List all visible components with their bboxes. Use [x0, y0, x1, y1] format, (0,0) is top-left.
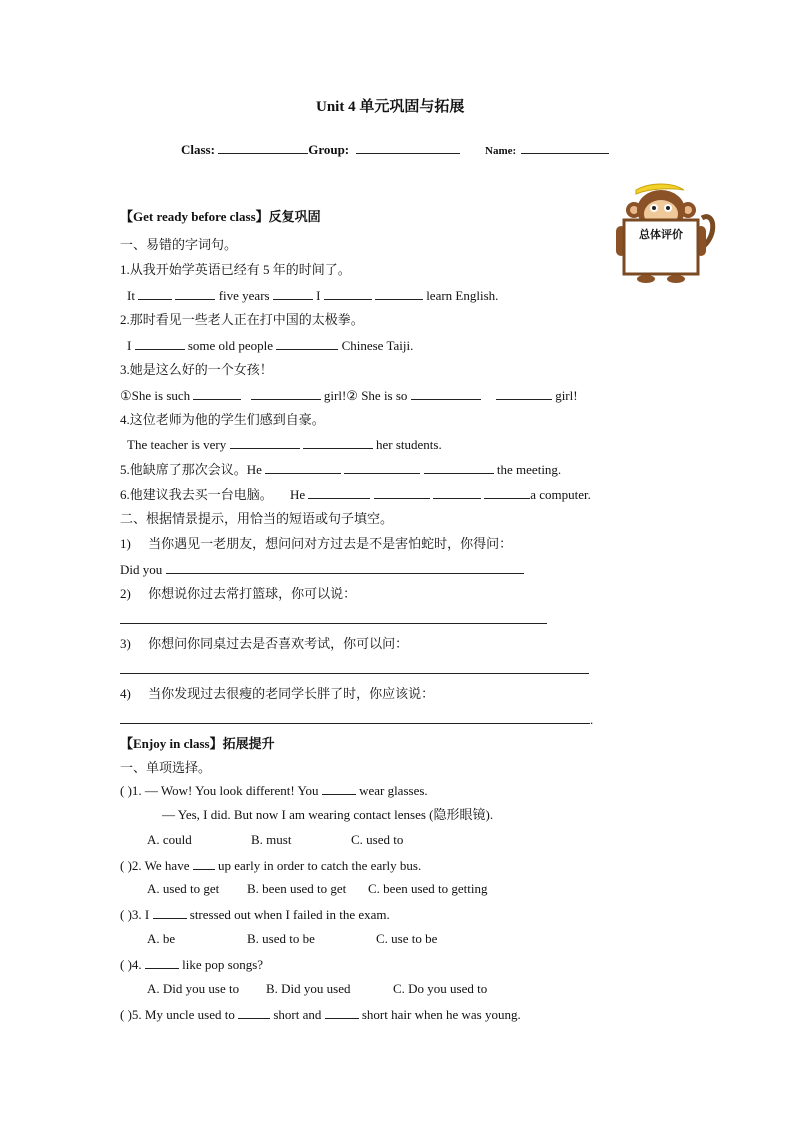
mcq-question [120, 781, 428, 800]
scenario-line [120, 585, 356, 603]
name-blank[interactable] [521, 140, 609, 154]
option-b[interactable]: B. Did you used [266, 981, 351, 996]
part-heading: 一、单项选择。 [120, 760, 212, 775]
answer-line [120, 710, 593, 729]
text: five years [218, 288, 270, 303]
fill-blank[interactable] [138, 286, 172, 300]
option-c[interactable]: C. used to [351, 832, 404, 847]
answer-bracket[interactable]: ( ) [120, 957, 132, 972]
answer-line [120, 560, 524, 579]
fill-blank[interactable] [145, 955, 179, 969]
fill-blank[interactable] [120, 710, 590, 724]
question-stem: 3. I [131, 907, 150, 922]
text: her students. [376, 437, 442, 452]
answer-line [127, 435, 442, 454]
name-label: Name: [485, 145, 517, 157]
fill-blank[interactable] [120, 660, 589, 674]
mcq-options [147, 980, 487, 998]
mcq-options [147, 930, 437, 948]
text: Did you [120, 562, 163, 577]
fill-blank[interactable] [193, 386, 241, 400]
scenario-line [120, 685, 434, 703]
option-c[interactable]: C. use to be [376, 931, 438, 946]
option-b[interactable]: B. been used to get [247, 881, 347, 896]
question-stem: short and [273, 1007, 322, 1022]
option-c[interactable]: C. Do you used to [393, 981, 488, 996]
text: girl! [555, 388, 578, 403]
group-blank[interactable] [356, 140, 460, 154]
section-heading-enjoy: 【Enjoy in class】拓展提升 [120, 736, 275, 751]
fill-blank[interactable] [193, 856, 215, 870]
scenario-text: 当你遇见一老朋友，想问问对方过去是不是害怕蛇时，你得问： [148, 536, 513, 551]
question-stem: 4. [131, 957, 142, 972]
option-a[interactable]: A. used to get [147, 881, 220, 896]
mcq-question [120, 905, 390, 924]
scenario-line [120, 535, 512, 553]
scenario-line [120, 635, 408, 653]
mcq-question [120, 1005, 521, 1024]
option-c[interactable]: C. been used to getting [368, 881, 488, 896]
text: . [590, 712, 594, 727]
mcq-options [147, 831, 403, 849]
answer-line [120, 485, 591, 504]
option-a[interactable]: A. Did you use to [147, 981, 240, 996]
question-stem: 1. — Wow! You look different! You [131, 783, 319, 798]
fill-blank[interactable] [433, 485, 481, 499]
answer-line [127, 336, 413, 355]
text: learn English. [426, 288, 499, 303]
answer-bracket[interactable]: ( ) [120, 907, 132, 922]
scenario-text: 你想问你同桌过去是否喜欢考试，你可以问： [148, 636, 409, 651]
fill-blank[interactable] [375, 286, 423, 300]
mcq-question [120, 856, 421, 875]
question-cn: 1.从我开始学英语已经有 5 年的时间了。 [120, 262, 351, 277]
text: I [127, 338, 132, 353]
fill-blank[interactable] [153, 905, 187, 919]
evaluation-badge [610, 180, 720, 285]
part-heading: 二、根据情景提示，用恰当的短语或句子填空。 [120, 511, 394, 526]
part-heading: 一、易错的字词句。 [120, 237, 238, 252]
text: It [127, 288, 135, 303]
text: ①She is such [120, 388, 191, 403]
fill-blank[interactable] [484, 485, 530, 499]
answer-line [120, 386, 578, 405]
text: The teacher is very [127, 437, 227, 452]
fill-blank[interactable] [374, 485, 430, 499]
fill-blank[interactable] [120, 610, 547, 624]
section-heading-get-ready: 【Get ready before class】反复巩固 [120, 209, 321, 224]
scenario-text: 当你发现过去很瘦的老同学长胖了时，你应该说： [148, 686, 435, 701]
fill-blank[interactable] [265, 460, 341, 474]
fill-blank[interactable] [238, 1005, 270, 1019]
question-cn: 5.他缺席了那次会议。He [120, 462, 262, 477]
question-stem: 2. We have [131, 858, 190, 873]
fill-blank[interactable] [303, 435, 373, 449]
option-b[interactable]: B. used to be [247, 931, 315, 946]
fill-blank[interactable] [276, 336, 338, 350]
question-cn: 6.他建议我去买一台电脑。 [120, 487, 273, 502]
scenario-number: 3) [120, 636, 131, 651]
scenario-number: 1) [120, 536, 131, 551]
option-b[interactable]: B. must [251, 832, 292, 847]
option-a[interactable]: A. be [147, 931, 176, 946]
question-stem: stressed out when I failed in the exam. [189, 907, 390, 922]
question-stem: 5. My uncle used to [131, 1007, 235, 1022]
scenario-number: 4) [120, 686, 131, 701]
mcq-options [147, 880, 488, 898]
text: some old people [187, 338, 274, 353]
fill-blank[interactable] [424, 460, 494, 474]
option-a[interactable]: A. could [147, 832, 192, 847]
text: Chinese Taiji. [341, 338, 414, 353]
class-blank[interactable] [218, 140, 308, 154]
fill-blank[interactable] [411, 386, 481, 400]
text: He [290, 487, 306, 502]
scenario-text: 你想说你过去常打篮球，你可以说： [148, 586, 357, 601]
question-cn: 3.她是这么好的一个女孩！ [120, 362, 273, 377]
question-reply: — Yes, I did. But now I am wearing contact lenses (隐形眼镜). [162, 807, 494, 822]
class-field-row [181, 140, 460, 159]
scenario-number: 2) [120, 586, 131, 601]
fill-blank[interactable] [325, 1005, 359, 1019]
question-cn: 2.那时看见一些老人正在打中国的太极拳。 [120, 312, 364, 327]
question-stem: wear glasses. [359, 783, 428, 798]
answer-line [120, 460, 561, 479]
fill-blank[interactable] [324, 286, 372, 300]
fill-blank[interactable] [308, 485, 370, 499]
fill-blank[interactable] [175, 286, 215, 300]
fill-blank[interactable] [273, 286, 313, 300]
badge-label: 总体评价 [639, 228, 683, 241]
group-label: Group: [308, 142, 350, 157]
text: girl!② She is so [323, 388, 408, 403]
fill-blank[interactable] [344, 460, 420, 474]
text: I [316, 288, 321, 303]
question-stem: up early in order to catch the early bus. [217, 858, 422, 873]
mcq-question [120, 955, 263, 974]
answer-bracket[interactable]: ( ) [120, 783, 132, 798]
fill-blank[interactable] [251, 386, 321, 400]
question-stem: like pop songs? [182, 957, 264, 972]
fill-blank[interactable] [322, 781, 356, 795]
class-label: Class: [181, 142, 215, 157]
name-field-row [485, 140, 609, 160]
question-cn: 4.这位老师为他的学生们感到自豪。 [120, 412, 325, 427]
answer-bracket[interactable]: ( ) [120, 858, 132, 873]
text: a computer. [530, 487, 591, 502]
text: the meeting. [496, 462, 562, 477]
answer-line [120, 660, 589, 679]
fill-blank[interactable] [135, 336, 185, 350]
answer-line [127, 286, 498, 305]
question-stem: short hair when he was young. [361, 1007, 521, 1022]
fill-blank[interactable] [496, 386, 552, 400]
fill-blank[interactable] [230, 435, 300, 449]
page-title: Unit 4 单元巩固与拓展 [316, 99, 465, 115]
fill-blank[interactable] [166, 560, 524, 574]
answer-line [120, 610, 547, 629]
answer-bracket[interactable]: ( ) [120, 1007, 132, 1022]
